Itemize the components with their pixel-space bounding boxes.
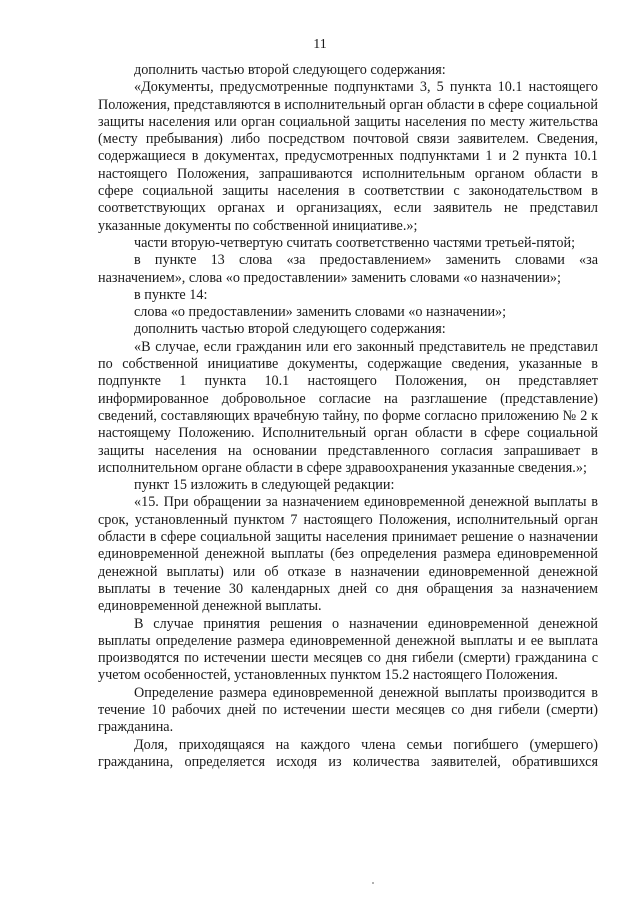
paragraph: пункт 15 изложить в следующей редакции: xyxy=(134,477,395,494)
page-number: 11 xyxy=(313,37,327,52)
paragraph: Определение размера единовременной денежной выплаты производится в течение 10 рабочих дней по истечении шести месяцев со дня гибели (смерти) гражданина. xyxy=(98,684,598,736)
paragraph: в пункте 13 слова «за предоставлением» заменить словами «за назначением», слова «о предоставлении» заменить словами «о назначении»; xyxy=(98,252,598,286)
scan-speck xyxy=(372,882,374,884)
paragraph: «Документы, предусмотренные подпунктами 3, 5 пункта 10.1 настоящего Положения, представляются в исполнительный орган области в сфере социальной защиты населения или орган социальной защиты населения по месту жительства (месту пребывания) либо посредством почтовой связи заявителем. Сведения, содержащиеся в документах, предусмотренных подпунктами 1 и 2 пункта 10.1 настоящего Положения, запрашиваются исполнительным органом области в сфере социальной защиты населения в соответствии с законодательством в соответствующих органах и организациях, если заявитель не представил указанные документы по собственной инициативе.»; xyxy=(98,79,598,234)
paragraph: дополнить частью второй следующего содержания: xyxy=(134,62,446,78)
document-body xyxy=(98,62,598,771)
paragraph: слова «о предоставлении» заменить словами «о назначении»; xyxy=(134,304,507,321)
paragraph: «В случае, если гражданин или его законный представитель не представил по собственной инициативе документы, содержащие сведения, указанные в подпункте 1 пункта 10.1 настоящего Положения, он представляет информированное добровольное согласие на разглашение (представление) сведений, составляющих врачебную тайну, по форме согласно приложению № 2 к настоящему Положению. Исполнительный орган области в сфере социальной защиты населения на основании представленного согласия запрашивает в исполнительном органе области в сфере здравоохранения указанные сведения.»; xyxy=(98,338,598,476)
paragraph: части вторую-четвертую считать соответственно частями третьей-пятой; xyxy=(134,234,576,251)
paragraph: дополнить частью второй следующего содержания: xyxy=(134,321,446,338)
paragraph: Доля, приходящаяся на каждого члена семьи погибшего (умершего) гражданина, определяется исходя из количества заявителей, обратившихся xyxy=(98,736,598,770)
paragraph: «15. При обращении за назначением единовременной денежной выплаты в срок, установленный пунктом 7 настоящего Положения, исполнительный орган области в сфере социальной защиты населения принимает решение о назначении единовременной денежной выплаты (без определения размера единовременной денежной выплаты) или об отказе в назначении единовременной денежной выплаты в течение 30 календарных дней со дня обращения за назначением единовременной денежной выплаты. xyxy=(98,494,598,615)
paragraph: в пункте 14: xyxy=(134,286,208,303)
paragraph: В случае принятия решения о назначении единовременной денежной выплаты определение размера единовременной денежной выплаты и ее выплата производятся по истечении шести месяцев со дня гибели (смерти) гражданина с учетом особенностей, установленных пунктом 15.2 настоящего Положения. xyxy=(98,615,598,684)
